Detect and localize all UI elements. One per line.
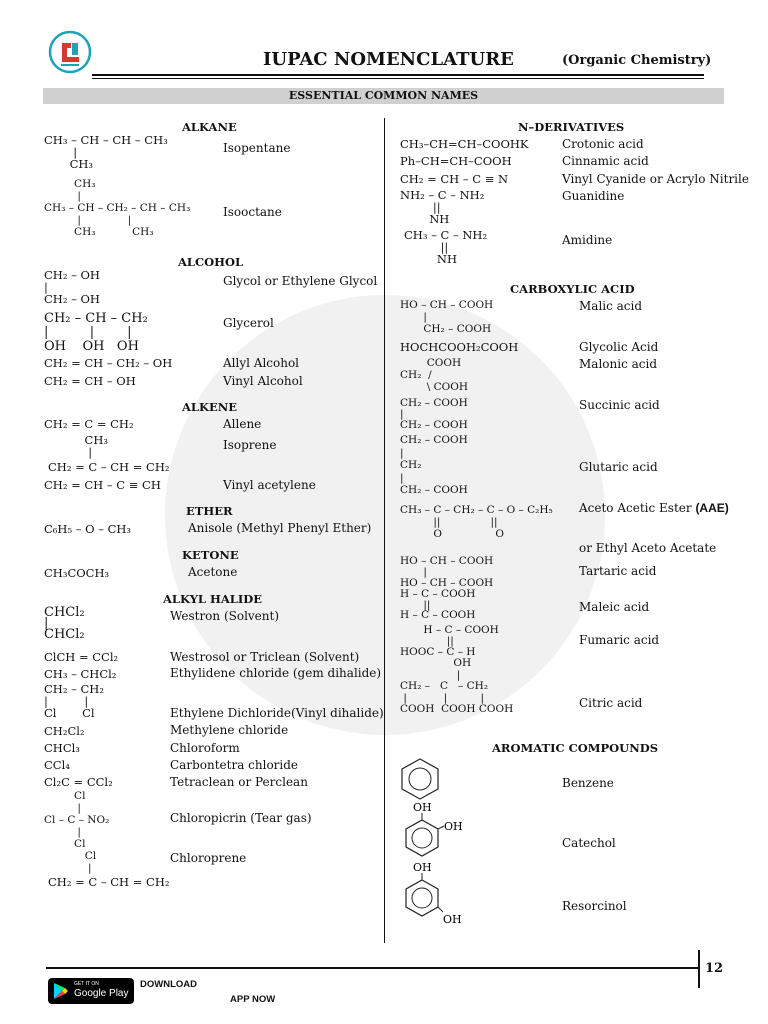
anisole-name: Anisole (Methyl Phenyl Ether): [188, 521, 372, 535]
succinic-structure: CH₂ – COOH | CH₂ – COOH: [400, 397, 468, 431]
allene-formula: CH₂ = C = CH₂: [44, 417, 134, 431]
heading-ketone: KETONE: [182, 548, 239, 562]
citric-name: Citric acid: [579, 696, 643, 710]
svg-text:OH: OH: [444, 820, 463, 833]
play-store-icon: [54, 983, 68, 999]
glycolic-name: Glycolic Acid: [579, 340, 659, 354]
isoprene-name: Isoprene: [223, 438, 277, 452]
vinyl-acetylene-formula: CH₂ = CH – C ≡ CH: [44, 478, 161, 492]
amidine-name: Amidine: [562, 233, 613, 247]
isoprene-methyl: CH₃ |: [84, 433, 108, 459]
aae-name-text: Aceto Acetic Ester: [579, 501, 696, 515]
page-number: 12: [705, 961, 724, 976]
isoprene-formula: CH₂ = C – CH = CH₂: [48, 460, 170, 474]
logo-icon: [48, 30, 92, 74]
cinnamic-formula: Ph–CH=CH–COOH: [400, 154, 512, 168]
chloroprene-formula: CH₂ = C – CH = CH₂: [48, 875, 170, 889]
isopentane-name: Isopentane: [223, 141, 291, 155]
glycol-structure: CH₂ – OH | CH₂ – OH: [44, 268, 100, 306]
glycerol-structure: CH₂ – CH – CH₂ | | | OH OH OH: [44, 311, 148, 354]
google-play-button[interactable]: [48, 978, 134, 1004]
allyl-formula: CH₂ = CH – CH₂ – OH: [44, 356, 173, 370]
tartaric-name: Tartaric acid: [579, 564, 657, 578]
malonic-structure: COOH CH₂ / \ COOH: [400, 357, 468, 393]
fumaric-structure: H – C – COOH || HOOC – C – H: [400, 624, 499, 658]
benzene-name: Benzene: [562, 776, 614, 790]
glutaric-structure: CH₂ – COOH | CH₂ | CH₂ – COOH: [400, 434, 468, 496]
footer-rule: [46, 967, 698, 969]
ccl4-name: Carbontetra chloride: [170, 758, 299, 772]
ccl4-formula: CCl₄: [44, 758, 70, 772]
header-rule: [92, 74, 704, 76]
crotonic-name: Crotonic acid: [562, 137, 644, 151]
google-play-small-label: GET IT ON: [74, 981, 99, 987]
vinyl-alcohol-formula: CH₂ = CH – OH: [44, 374, 136, 388]
acrylonitrile-name: Vinyl Cyanide or Acrylo Nitrile: [562, 172, 749, 186]
aae-name: [579, 501, 729, 515]
malic-name: Malic acid: [579, 299, 643, 313]
westron-structure: CHCl₂ | CHCl₂: [44, 605, 85, 642]
westrosol-name: Westrosol or Triclean (Solvent): [170, 650, 360, 664]
isopentane-structure: CH₃ – CH – CH – CH₃ | CH₃: [44, 133, 168, 171]
ethylidene-formula: CH₃ – CHCl₂: [44, 667, 117, 681]
acrylonitrile-formula: CH₂ = CH – C ≡ N: [400, 172, 509, 186]
maleic-structure: H – C – COOH || H – C – COOH: [400, 588, 476, 621]
banner-text: ESSENTIAL COMMON NAMES: [288, 89, 479, 102]
svg-text:OH: OH: [413, 861, 432, 874]
malonic-name: Malonic acid: [579, 357, 657, 371]
acetone-formula: CH₃COCH₃: [44, 566, 110, 580]
heading-n-derivatives: N–DERIVATIVES: [518, 120, 625, 134]
resorcinol-name: Resorcinol: [562, 899, 627, 913]
heading-carboxylic: CARBOXYLIC ACID: [510, 282, 635, 296]
citric-structure: OH | CH₂ – C – CH₂ | | | COOH COOH COOH: [400, 657, 514, 715]
westron-name: Westron (Solvent): [170, 609, 280, 623]
succinic-name: Succinic acid: [579, 398, 660, 412]
crotonic-formula: CH₃–CH=CH–COOHK: [400, 137, 529, 151]
page-subtitle: (Organic Chemistry): [562, 53, 712, 68]
guanidine-name: Guanidine: [562, 189, 625, 203]
heading-alcohol: ALCOHOL: [178, 255, 244, 269]
heading-alkane: ALKANE: [182, 120, 237, 134]
ethylidene-name: Ethylidene chloride (gem dihalide): [170, 666, 382, 680]
chloroform-name: Chloroform: [170, 741, 240, 755]
ethylene-dichloride-name: Ethylene Dichloride(Vinyl dihalide): [170, 706, 384, 720]
isooctane-name: Isooctane: [223, 205, 282, 219]
cinnamic-name: Cinnamic acid: [562, 154, 649, 168]
google-play-label: Google Play: [74, 988, 129, 999]
header-rule-thin: [92, 78, 704, 79]
page-title: IUPAC NOMENCLATURE: [263, 49, 514, 70]
catechol-icon: [396, 800, 476, 868]
perclean-name: Tetraclean or Perclean: [170, 775, 308, 789]
malic-structure: HO – CH – COOH | CH₂ – COOH: [400, 299, 494, 335]
tartaric-structure: HO – CH – COOH | HO – CH – COOH: [400, 555, 494, 589]
isooctane-structure: CH₃ | CH₃ – CH – CH₂ – CH – CH₃ | | CH₃ CH₃: [44, 178, 191, 238]
chloroprene-name: Chloroprene: [170, 851, 247, 865]
maleic-name: Maleic acid: [579, 600, 650, 614]
allyl-name: Allyl Alcohol: [223, 356, 300, 370]
chloropicrin-structure: Cl | Cl – C – NO₂ | Cl: [44, 790, 110, 850]
column-divider: [384, 118, 385, 943]
benzene-icon: [398, 756, 442, 806]
glycerol-name: Glycerol: [223, 316, 274, 330]
westrosol-formula: ClCH = CCl₂: [44, 650, 119, 664]
glycol-name: Glycol or Ethylene Glycol: [223, 274, 378, 288]
allene-name: Allene: [223, 417, 262, 431]
methylene-formula: CH₂Cl₂: [44, 724, 85, 738]
resorcinol-icon: [396, 860, 476, 934]
heading-alkene: ALKENE: [182, 400, 238, 414]
guanidine-structure: NH₂ – C – NH₂ || NH: [400, 188, 485, 226]
heading-aromatic: AROMATIC COMPOUNDS: [492, 741, 658, 755]
chloroprene-cl: Cl |: [84, 850, 97, 874]
chloropicrin-name: Chloropicrin (Tear gas): [170, 811, 312, 825]
chloroform-formula: CHCl₃: [44, 741, 80, 755]
aae-structure: CH₃ – C – CH₂ – C – O – C₂H₅ || || O O: [400, 504, 553, 540]
vinyl-acetylene-name: Vinyl acetylene: [223, 478, 316, 492]
eaa-name: or Ethyl Aceto Acetate: [579, 541, 717, 555]
heading-alkyl-halide: ALKYL HALIDE: [163, 592, 262, 606]
vinyl-alcohol-name: Vinyl Alcohol: [223, 374, 303, 388]
svg-text:OH: OH: [413, 801, 432, 814]
catechol-name: Catechol: [562, 836, 616, 850]
svg-text:OH: OH: [443, 913, 462, 926]
heading-ether: ETHER: [186, 504, 233, 518]
amidine-structure: CH₃ – C – NH₂ || NH: [404, 228, 488, 266]
glutaric-name: Glutaric acid: [579, 460, 658, 474]
anisole-formula: C₆H₅ – O – CH₃: [44, 522, 132, 536]
download-text: DOWNLOAD: [140, 979, 197, 990]
acetone-name: Acetone: [188, 565, 238, 579]
fumaric-name: Fumaric acid: [579, 633, 660, 647]
app-now-text: APP NOW: [230, 994, 276, 1005]
page-number-bar: [698, 950, 700, 988]
methylene-name: Methylene chloride: [170, 723, 289, 737]
aae-abbrev: (AAE): [695, 501, 729, 515]
ethylene-dichloride-structure: CH₂ – CH₂ | | Cl Cl: [44, 682, 104, 720]
glycolic-formula: HOCHCOOH₂COOH: [400, 340, 519, 354]
perclean-formula: Cl₂C = CCl₂: [44, 775, 113, 789]
